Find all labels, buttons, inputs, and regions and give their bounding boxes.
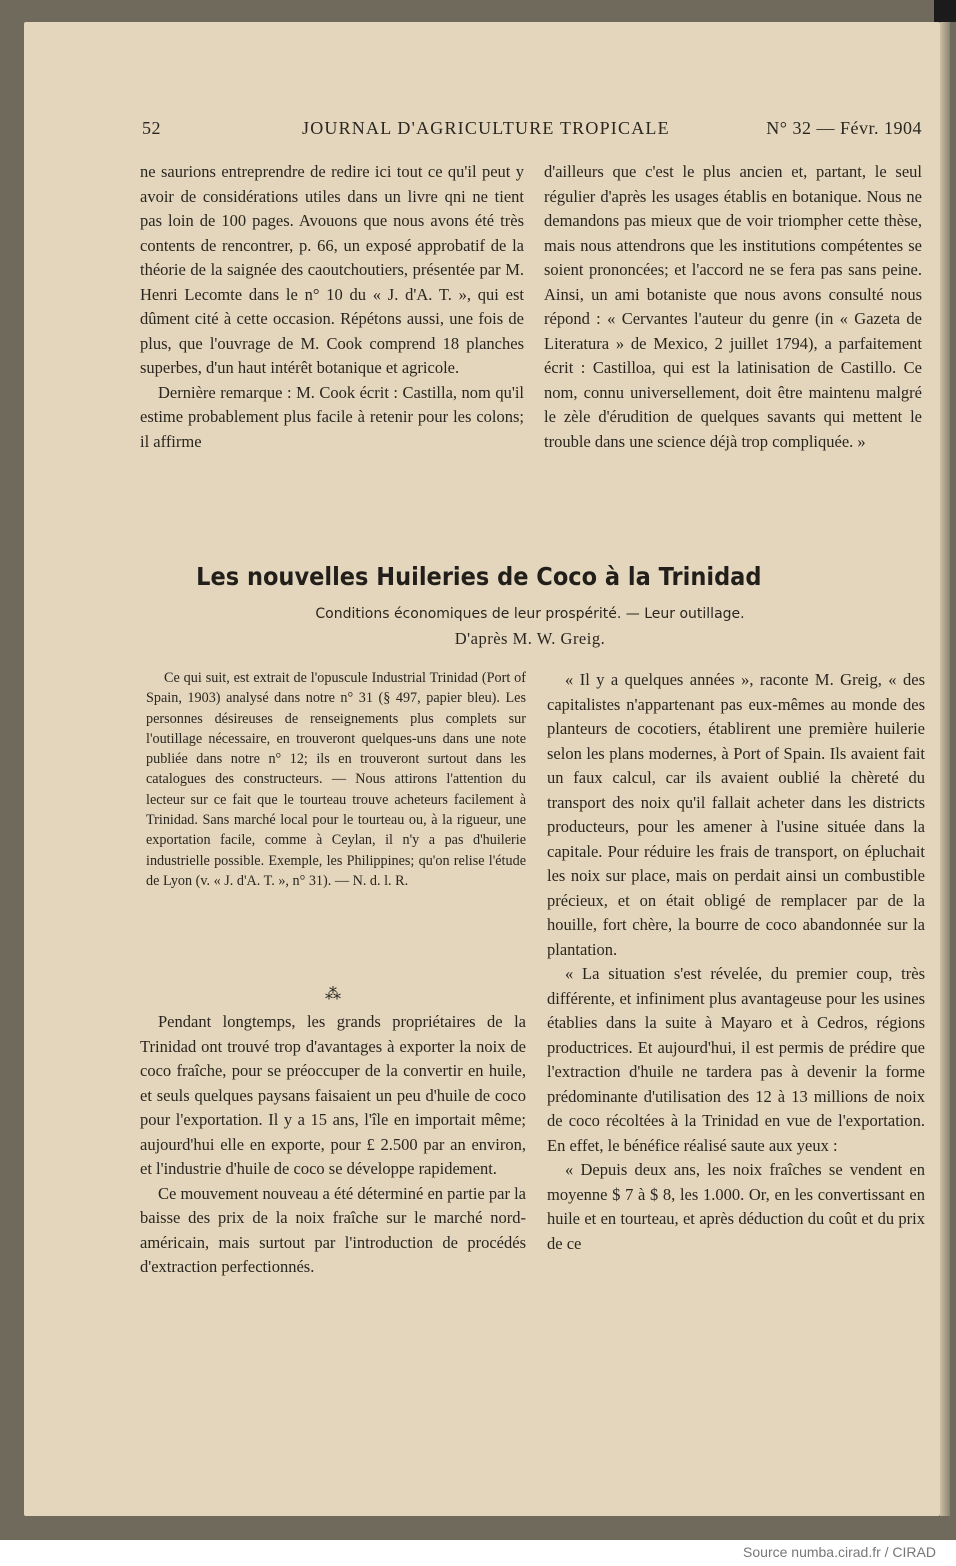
column-3 [140,984,526,1280]
col1-paragraph-2: Dernière remarque : M. Cook écrit : Castilla, nom qu'il estime probablement plus facile à retenir pour les colons; il affirme [140,382,524,451]
column-4 [547,668,925,1256]
asterism: ⁂ [325,984,341,1003]
col2-paragraph-1: d'ailleurs que c'est le plus ancien et, partant, le seul régulier d'après les usages établis en botanique. Nous ne demandons pas mieux que de voir triompher cette thèse, mais nous attendrons que les institutions compétentes se soient prononcées; et l'accord ne se fera pas sans peine. Ainsi, un ami botaniste que nous avons consulté nous répond : « Cervantes l'auteur du genre (in « Gazeta de Literatura » de Mexico, 2 juillet 1794), a parfaitement écrit : Castilloa, qui est la latinisation de Castillo. Ce nom, connu universellement, doit être maintenu malgré le zèle d'érudition de quelques savants qui mettent le trouble dans une science déjà trop compliquée. » [544,162,922,451]
scan-corner [934,0,956,22]
article-subtitle: Conditions économiques de leur prospérité. — Leur outillage. [315,606,745,622]
column-2 [544,160,922,454]
col3-paragraph-2: Ce mouvement nouveau a été déterminé en partie par la baisse des prix de la noix fraîche sur le marché nord-américain, mais surtout par l'introduction de procédés d'extraction perfectionnés. [140,1183,526,1276]
page-number: 52 [142,118,161,138]
journal-title: JOURNAL D'AGRICULTURE TROPICALE [302,118,670,138]
col1-paragraph-1: ne saurions entreprendre de redire ici tout ce qu'il peut y avoir de considérations utiles dans un livre qni ne tient pas loin de 100 pages. Avouons que nous avons été très contents de rencontrer, p. 66, un exposé approbatif de la théorie de la saignée des caoutchoutiers, présentée par M. Henri Lecomte dans le n° 10 du « J. d'A. T. », qui est dûment cité à cette occasion. Répétons aussi, une fois de plus, que l'ouvrage de M. Cook comprend 18 planches superbes, d'un haut intérêt botanique et agricole. [140,162,524,377]
article-title: Les nouvelles Huileries de Coco à la Trinidad [196,562,762,591]
column-1 [140,160,524,454]
page-edge [940,22,950,1516]
editor-note [146,668,526,891]
col4-paragraph-2: « La situation s'est révelée, du premier coup, très différente, et infiniment plus avantageuse pour les usines établies dans la suite à Mayaro et à Cedros, régions productrices. Et aujourd'hui, il est permis de prédire que l'extraction d'huile ne tardera pas à devenir la forme prédominante d'utilisation des 12 à 13 millions de noix de coco récoltées à la Trinidad en vue de l'exportation. En effet, le bénéfice réalisé saute aux yeux : [547,964,925,1155]
article-byline: D'après M. W. Greig. [454,629,606,648]
running-header [140,114,922,142]
issue-info: N° 32 — Févr. 1904 [766,118,922,138]
col4-paragraph-3: « Depuis deux ans, les noix fraîches se vendent en moyenne $ 7 à $ 8, les 1.000. Or, en les convertissant en huile et en tourteau, et après déduction du coût et du prix de ce [547,1160,925,1253]
editor-note-text: Ce qui suit, est extrait de l'opuscule Industrial Trinidad (Port of Spain, 1903) analysé dans notre n° 31 (§ 497, papier bleu). Les personnes désireuses de renseignements plus complets sur l'outillage nécessaire, en trouveront quelques-uns dans une note publiée dans notre n° 12; ils en trouveront surtout dans les catalogues des constructeurs. — Nous attirons l'attention du lecteur sur ce fait que le tourteau trouve acheteurs facilement à Trinidad. Sans marché local pour le tourteau ou, à la rigueur, une exportation facile, comme à Ceylan, il n'y a pas d'huilerie industrielle possible. Exemple, les Philippines; qu'on relise l'étude de Lyon (v. « J. d'A. T. », n° 31). — N. d. l. R. [146,670,526,889]
col4-paragraph-1: « Il y a quelques années », raconte M. Greig, « des capitalistes n'appartenant pas eux-mêmes au monde des planteurs de cocotiers, établirent une première huilerie selon les plans modernes, à Port of Spain. Ils avaient fait un faux calcul, car ils avaient oublié la chèreté du transport des noix qu'il fallait acheter dans les districts producteurs, pour les amener à l'usine située dans la capitale. Pour réduire les frais de transport, on épluchait les noix sur place, mais on perdait ainsi un combustible précieux, et on était obligé de remplacer par de la houille, fort chère, la bourre de coco abandonnée sur la plantation. [547,670,925,959]
col3-paragraph-1: Pendant longtemps, les grands propriétaires de la Trinidad ont trouvé trop d'avantages à exporter la noix de coco fraîche, pour se préoccuper de la convertir en huile, et seuls quelques paysans faisaient un peu d'huile de coco pour l'exportation. Il y a 15 ans, l'île en importait même; aujourd'hui elle en exporte, pour £ 2.500 par an environ, et l'industrie d'huile de coco se développe rapidement. [140,1012,526,1178]
source-credit: Source numba.cirad.fr / CIRAD [743,1544,936,1560]
